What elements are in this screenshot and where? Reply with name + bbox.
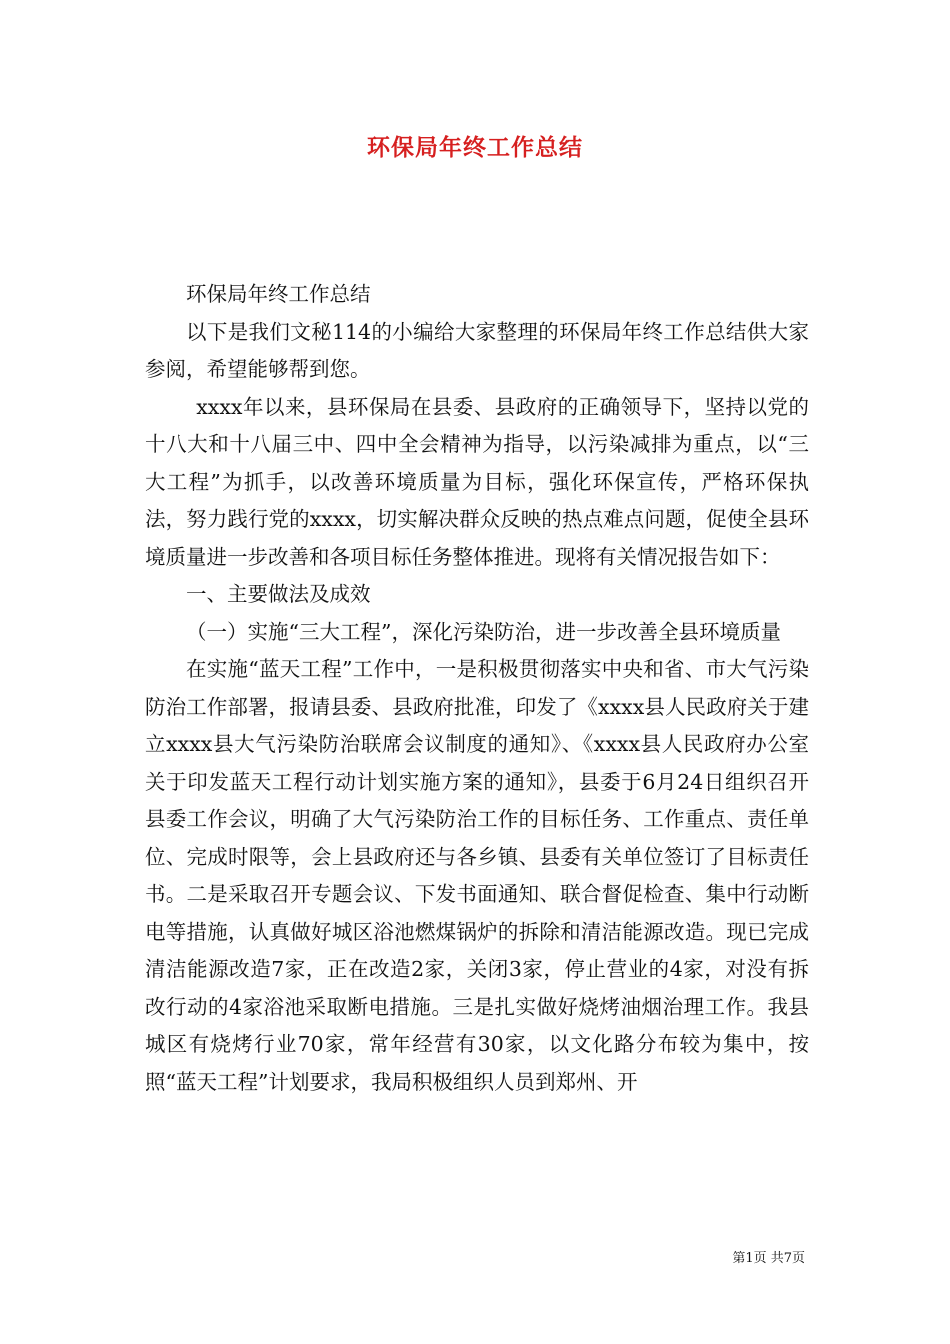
document-title: 环保局年终工作总结 <box>367 134 583 161</box>
page-number: 第1页 共7页 <box>732 1251 805 1266</box>
paragraph-blue-sky: 在实施“蓝天工程”工作中，一是积极贯彻落实中央和省、市大气污染防治工作部署，报请县委、县政府批准，印发了《xxxx县人民政府关于建立xxxx县大气污染防治联席会议制度的通知》、《xxxx县人民政府办公室关于印发蓝天工程行动计划实施方案的通知》，县委于6月24日组织召开县委工作会议，明确了大气污染防治工作的目标任务、工作重点、责任单位、完成时限等，会上县政府还与各乡镇、县委有关单位签订了目标责任书。二是采取召开专题会议、下发书面通知、联合督促检查、集中行动断电等措施，认真做好城区浴池燃煤锅炉的拆除和清洁能源改造。现已完成清洁能源改造7家，正在改造2家，关闭3家，停止营业的4家，对没有拆改行动的4家浴池采取断电措施。三是扎实做好烧烤油烟治理工作。我县城区有烧烤行业70家，常年经营有30家，以文化路分布较为集中，按照“蓝天工程”计划要求，我局积极组织人员到郑州、开 <box>145 657 809 1094</box>
paragraph-intro: 以下是我们文秘114的小编给大家整理的环保局年终工作总结供大家参阅，希望能够帮到您。 <box>145 319 809 381</box>
paragraph-overview: xxxx年以来，县环保局在县委、县政府的正确领导下，坚持以党的十八大和十八届三中、四中全会精神为指导，以污染减排为重点，以“三大工程”为抓手，以改善环境质量为目标，强化环保宣传，严格环保执法，努力践行党的xxxx，切实解决群众反映的热点难点问题，促使全县环境质量进一步改善和各项目标任务整体推进。现将有关情况报告如下： <box>145 394 809 569</box>
document-body <box>145 276 809 1101</box>
paragraph-heading: 环保局年终工作总结 <box>186 282 371 306</box>
subsection-heading-1: （一）实施“三大工程”，深化污染防治，进一步改善全县环境质量 <box>186 619 781 644</box>
section-heading-1: 一、主要做法及成效 <box>186 582 371 606</box>
